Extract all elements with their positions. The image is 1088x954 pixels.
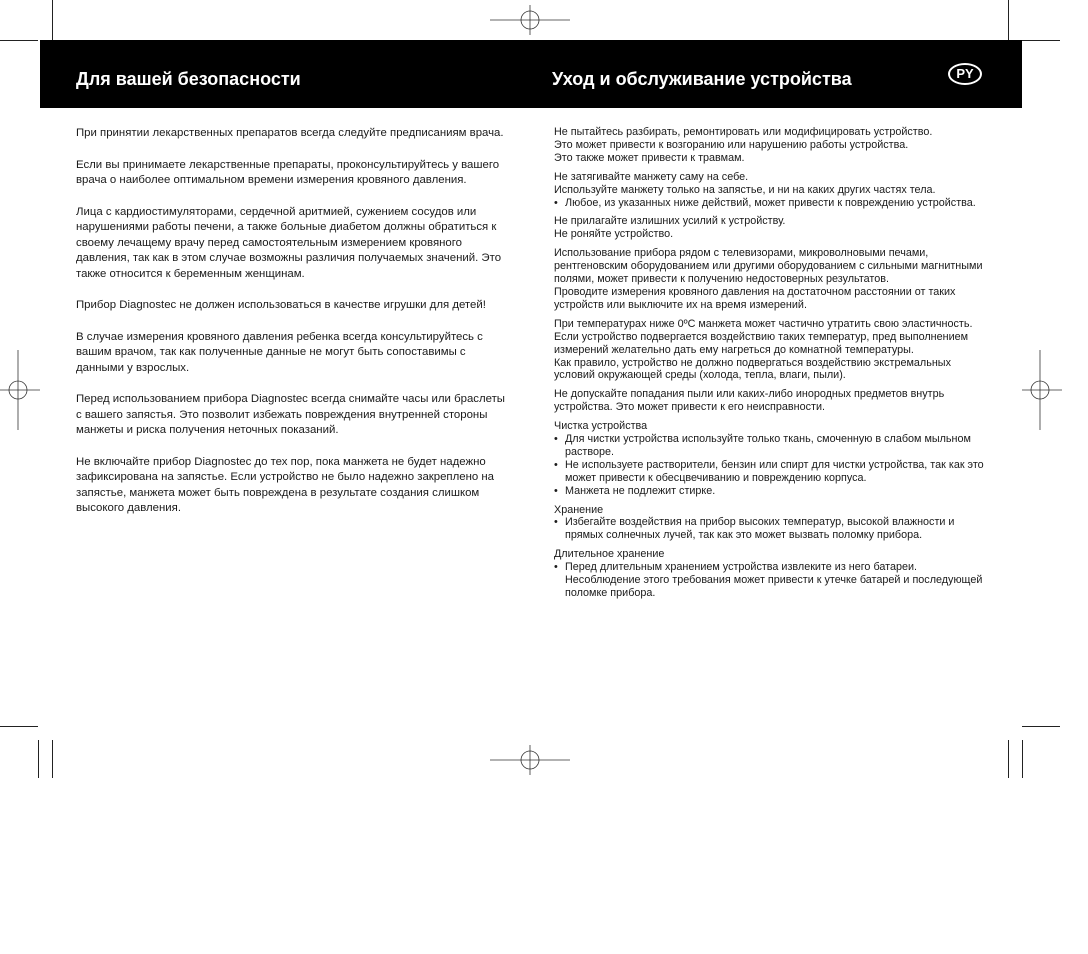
- care-bullet-list: [554, 197, 990, 210]
- left-column: [76, 126, 508, 533]
- left-page-title: Для вашей безопасности: [76, 69, 301, 89]
- right-page-title: Уход и обслуживание устройства: [552, 69, 852, 89]
- care-bullet: • Перед длительным хранением устройства извлеките из него батареи. Несоблюдение этого требования может привести к утечке батарей и последующей поломке прибора.: [554, 561, 990, 600]
- care-line: Как правило, устройство не должно подвергаться воздействию экстремальных условий окружающей среды (холода, тепла, влаги, пыли).: [554, 356, 951, 382]
- safety-paragraph: Если вы принимаете лекарственные препараты, проконсультируйтесь у вашего врача о наиболее оптимальном времени измерения кровяного давления.: [76, 158, 500, 186]
- crop-mark: [1022, 740, 1023, 778]
- care-line: Используйте манжету только на запястье, и ни на каких других частях тела.: [554, 183, 936, 196]
- registration-mark-left: [0, 350, 40, 430]
- crop-mark: [1008, 740, 1009, 778]
- care-bullet: • Любое, из указанных ниже действий, может привести к повреждению устройства.: [554, 197, 990, 210]
- care-line: Не прилагайте излишних усилий к устройству.: [554, 215, 786, 228]
- care-line: Не роняйте устройство.: [554, 228, 674, 241]
- care-line: Не затягивайте манжету саму на себе.: [554, 170, 749, 183]
- care-line: Это также может привести к травмам.: [554, 151, 745, 164]
- care-block-interference: [554, 247, 990, 312]
- safety-paragraph: Перед использованием прибора Diagnostec всегда снимайте часы или браслеты с вашего запястья. Это позволит избежать повреждения внутренней стороны манжеты и риска получения неточных показаний.: [76, 393, 505, 436]
- safety-paragraph: Прибор Diagnostec не должен использоваться в качестве игрушки для детей!: [76, 299, 486, 311]
- care-line: Проводите измерения кровяного давления на достаточном расстоянии от таких устройств или выключите их на время измерений.: [554, 285, 956, 311]
- safety-paragraph: Лица с кардиостимуляторами, сердечной аритмией, сужением сосудов или нарушениями работы печени, а также больные диабетом должны обратиться к своему лечащему врачу перед самостоятельным измерением кровяного давления, так как в этом случае возможны различия получаемых значений. Это также относится к беременным женщинам.: [76, 205, 502, 280]
- care-bullet-list: [554, 561, 990, 600]
- crop-mark: [52, 740, 53, 778]
- safety-paragraph: В случае измерения кровяного давления ребенка всегда консультируйтесь с вашим врачом, так как полученные данные не могут быть сопоставимы с данными у взрослых.: [76, 330, 483, 374]
- care-line: При температурах ниже 0ºC манжета может частично утратить свою эластичность. Если устройство подвергается воздействию таких температур, пред выполнением измерений желательно дать ему нагреться до комнатной температуры.: [554, 317, 973, 356]
- care-line: Не пытайтесь разбирать, ремонтировать или модифицировать устройство.: [554, 126, 933, 138]
- care-block-temperature: [554, 318, 990, 383]
- registration-mark-right: [1022, 350, 1062, 430]
- care-line: Использование прибора рядом с телевизорами, микроволновыми печами, рентгеновским оборудованием или другими оборудованием с сильными магнитными полями, может привести к получению недостоверных результатов.: [554, 247, 983, 286]
- language-badge: PY: [948, 63, 982, 85]
- crop-mark: [1022, 40, 1060, 41]
- crop-mark: [38, 740, 39, 778]
- section-heading-storage: Хранение: [554, 503, 604, 516]
- section-heading-longterm: Длительное хранение: [554, 548, 665, 561]
- crop-mark: [1022, 726, 1060, 727]
- care-block-cuff: [554, 171, 990, 210]
- crop-mark: [0, 726, 38, 727]
- crop-mark: [52, 0, 53, 40]
- crop-mark: [0, 40, 38, 41]
- care-block-longterm: [554, 548, 990, 600]
- care-bullet-list: [554, 433, 990, 498]
- care-block-disassembly: [554, 126, 990, 165]
- care-block-storage: [554, 504, 990, 543]
- header-bar: [40, 40, 1022, 108]
- section-heading-cleaning: Чистка устройства: [554, 420, 648, 433]
- right-column: [554, 126, 990, 606]
- crop-mark: [1008, 0, 1009, 40]
- safety-paragraph: Не включайте прибор Diagnostec до тех пор, пока манжета не будет надежно зафиксирована на запястье. Если устройство не было надежно закреплено на запястье, манжета может быть повреждена в результате создания слишком высокого давления.: [76, 455, 494, 514]
- registration-mark-bottom: [490, 745, 570, 775]
- care-bullet: • Для чистки устройства используйте только ткань, смоченную в слабом мыльном растворе.: [554, 433, 990, 459]
- care-block-dust: [554, 388, 990, 414]
- care-block-force: [554, 215, 990, 241]
- safety-paragraph: При принятии лекарственных препаратов всегда следуйте предписаниям врача.: [76, 127, 504, 139]
- care-bullet: • Избегайте воздействия на прибор высоких температур, высокой влажности и прямых солнечных лучей, так как это может вызвать поломку прибора.: [554, 516, 990, 542]
- care-bullet: • Не используете растворители, бензин или спирт для чистки устройства, так как это может привести к обесцвечиванию и повреждению корпуса.: [554, 459, 990, 485]
- care-line: Это может привести к возгоранию или нарушению работы устройства.: [554, 138, 909, 151]
- care-line: Не допускайте попадания пыли или каких-либо инородных предметов внутрь устройства. Это может привести к его неисправности.: [554, 388, 945, 414]
- care-block-cleaning: [554, 420, 990, 497]
- care-bullet-list: [554, 516, 990, 542]
- registration-mark-top: [490, 5, 570, 35]
- care-bullet: • Манжета не подлежит стирке.: [554, 485, 990, 498]
